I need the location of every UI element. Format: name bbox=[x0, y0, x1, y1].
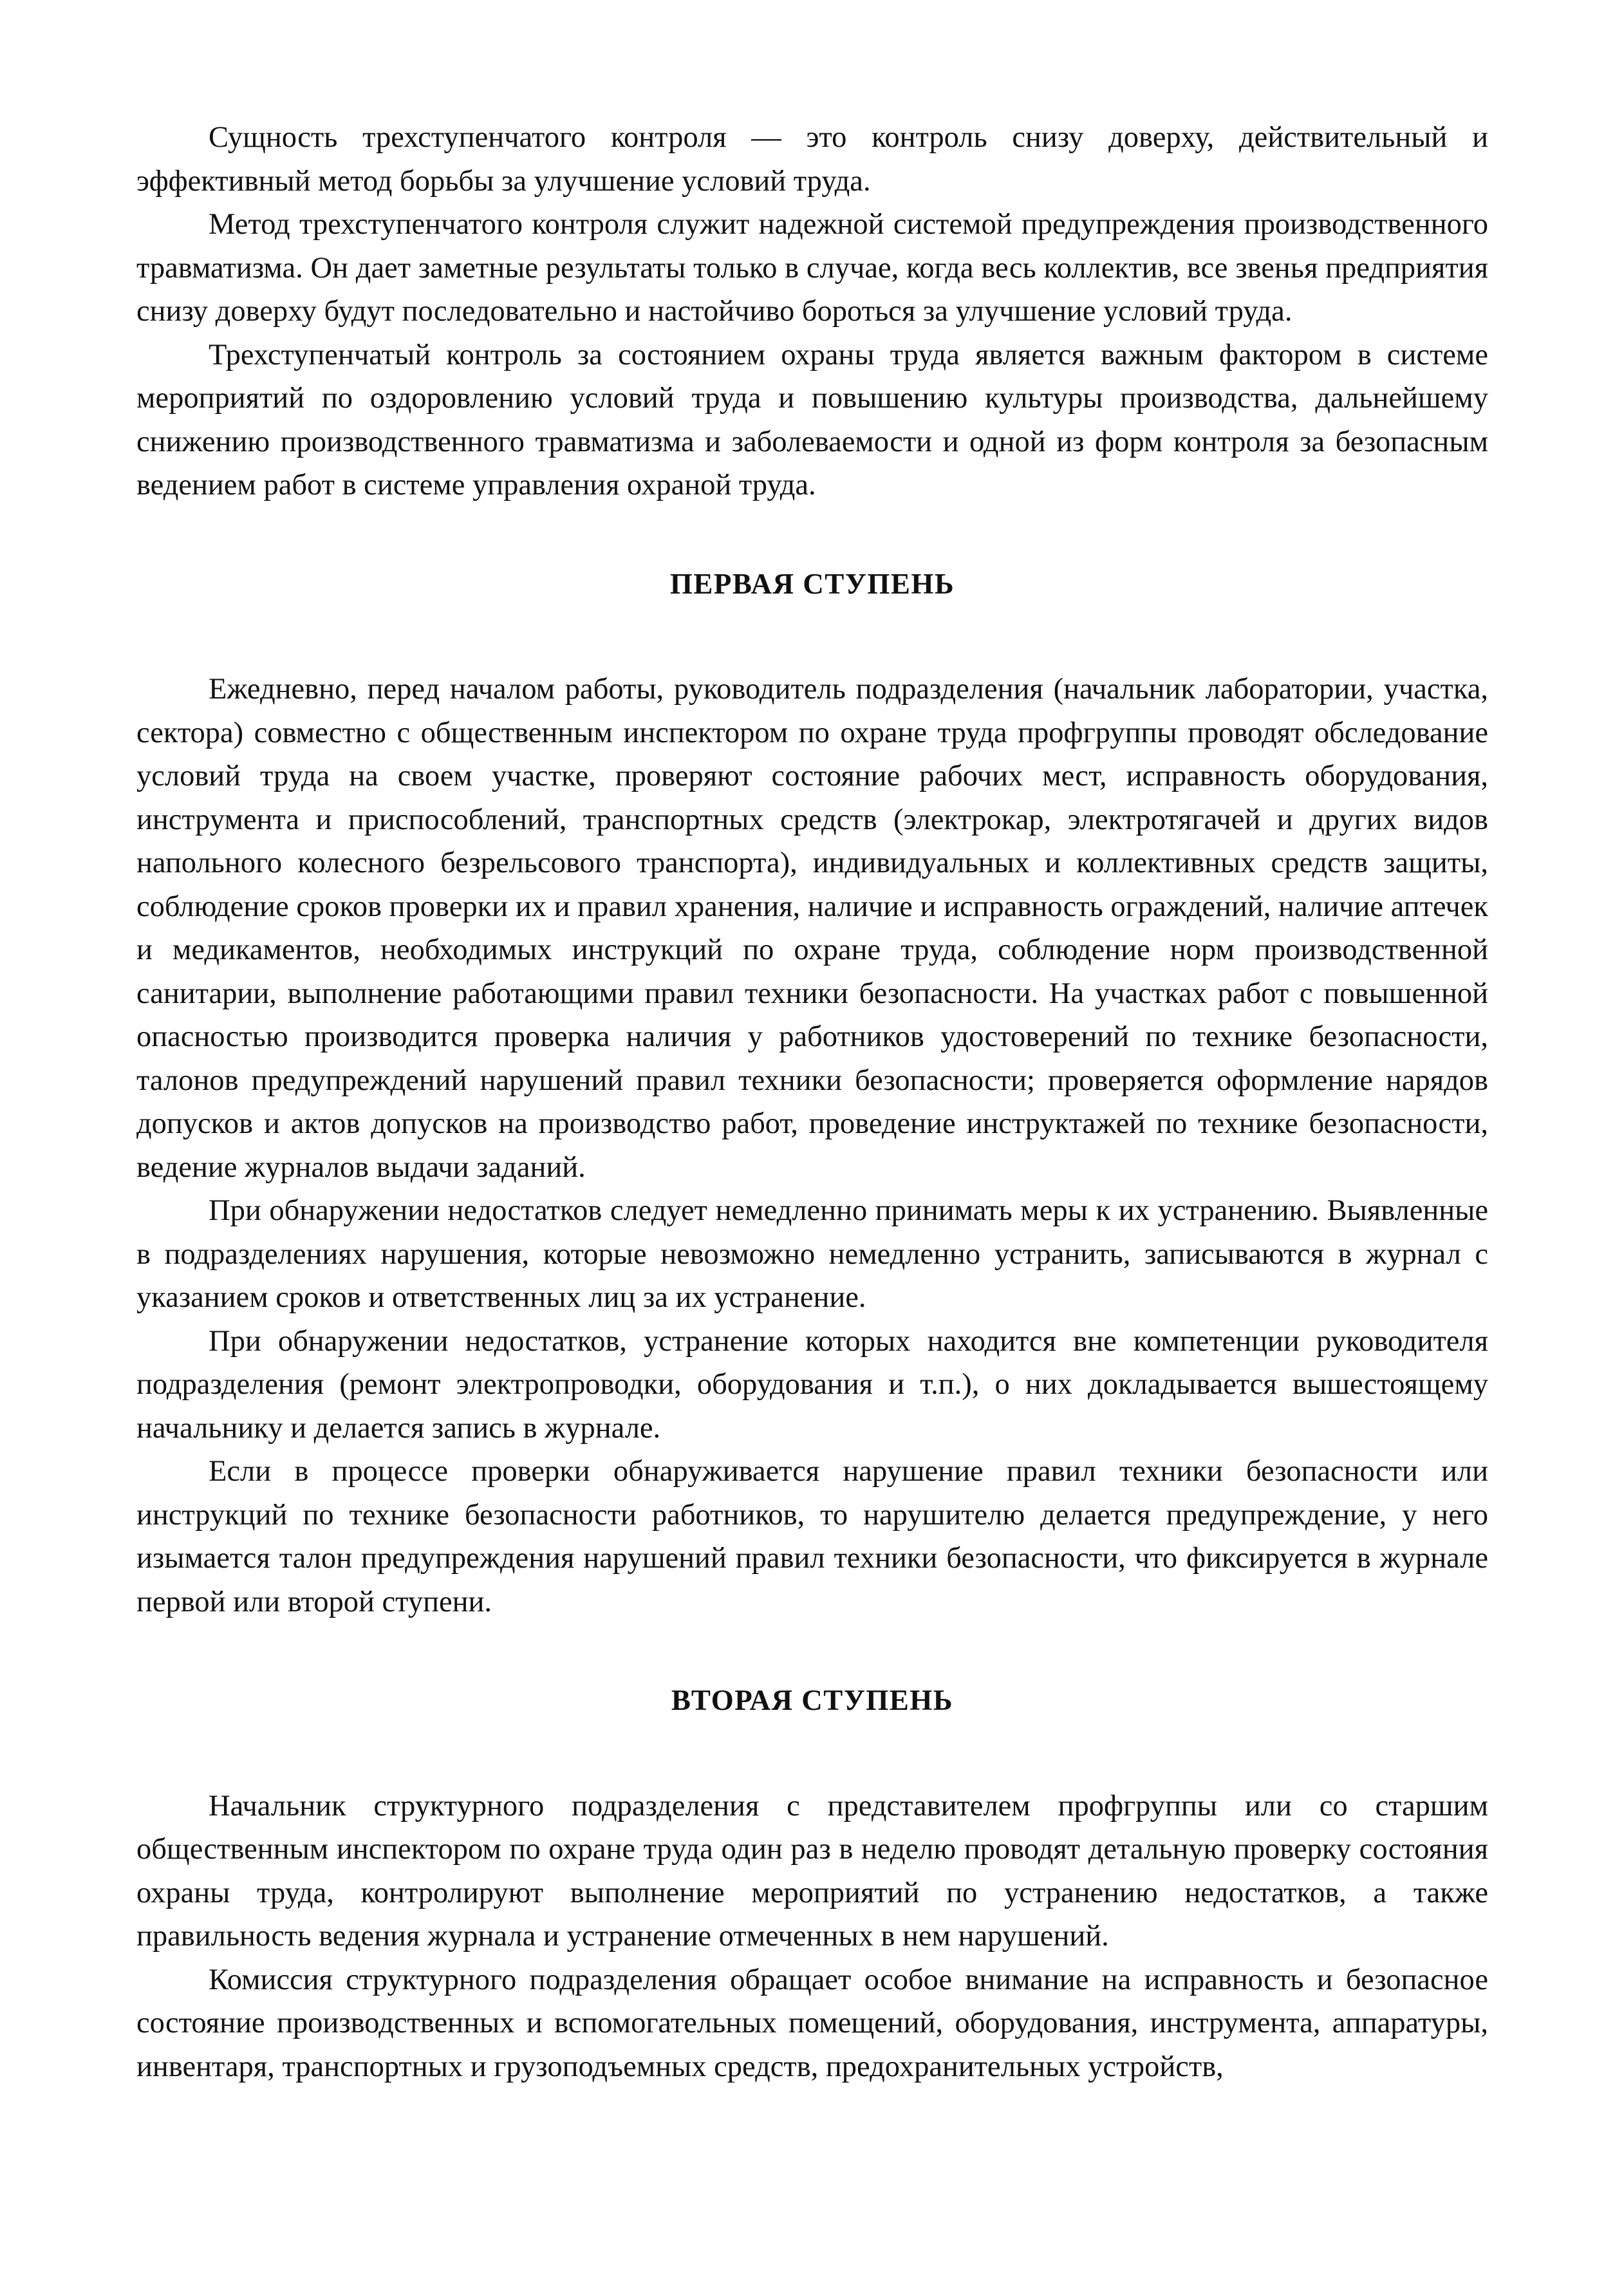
intro-paragraph-3: Трехступенчатый контроль за состоянием охраны труда является важным фактором в системе мероприятий по оздоровлению условий труда и повышению культуры производства, дальнейшему снижению производственного травматизма и заболеваемости и одной из форм контроля за безопасным ведением работ в системе управления охраной труда. bbox=[136, 338, 1488, 501]
first-stage-paragraph-3: При обнаружении недостатков, устранение которых находится вне компетенции руководителя подразделения (ремонт электропроводки, оборудования и т.п.), о них докладывается вышестоящему начальнику и делается запись в журнале. bbox=[136, 1324, 1488, 1445]
second-stage-paragraph-1: Начальник структурного подразделения с представителем профгруппы или со старшим общественным инспектором по охране труда один раз в неделю проводят детальную проверку состояния охраны труда, контролируют выполнение мероприятий по устранению недостатков, а также правильность ведения журнала и устранение отмеченных в нем нарушений. bbox=[136, 1789, 1488, 1953]
section-heading-first-stage: ПЕРВАЯ СТУПЕНЬ bbox=[669, 567, 955, 600]
first-stage-paragraph-1: Ежедневно, перед началом работы, руководитель подразделения (начальник лаборатории, участка, сектора) совместно с общественным инспектором по охране труда профгруппы проводят обследование условий труда на своем участке, проверяют состояние рабочих мест, исправность оборудования, инструмента и приспособлений, транспортных средств (электрокар, электротягачей и других видов напольного колесного безрельсового транспорта), индивидуальных и коллективных средств защиты, соблюдение сроков проверки их и правил хранения, наличие и исправность ограждений, наличие аптечек и медикаментов, необходимых инструкций по охране труда, соблюдение норм производственной санитарии, выполнение работающими правил техники безопасности. На участках работ с повышенной опасностью производится проверка наличия у работников удостоверений по технике безопасности, талонов предупреждений нарушений правил техники безопасности; проверяется оформление нарядов допусков и актов допусков на производство работ, проведение инструктажей по технике безопасности, ведение журналов выдачи заданий. bbox=[136, 673, 1488, 1184]
intro-paragraph-2: Метод трехступенчатого контроля служит надежной системой предупреждения производственного травматизма. Он дает заметные результаты только в случае, когда весь коллектив, все звенья предприятия снизу доверху будут последовательно и настойчиво бороться за улучшение условий труда. bbox=[136, 208, 1488, 328]
first-stage-paragraph-2: При обнаружении недостатков следует немедленно принимать меры к их устранению. Выявленные в подразделениях нарушения, которые невозможно немедленно устранить, записываются в журнал с указанием сроков и ответственных лиц за их устранение. bbox=[136, 1194, 1488, 1314]
second-stage-paragraph-2: Комиссия структурного подразделения обращает особое внимание на исправность и безопасное состояние производственных и вспомогательных помещений, оборудования, инструмента, аппаратуры, инвентаря, транспортных и грузоподъемных средств, предохранительных устройств, bbox=[136, 1963, 1488, 2083]
section-heading-second-stage: ВТОРАЯ СТУПЕНЬ bbox=[671, 1684, 954, 1716]
intro-paragraph-1: Сущность трехступенчатого контроля — это контроль снизу доверху, действительный и эффективный метод борьбы за улучшение условий труда. bbox=[136, 121, 1488, 198]
document-page bbox=[136, 116, 1488, 2088]
first-stage-paragraph-4: Если в процессе проверки обнаруживается нарушение правил техники безопасности или инструкций по технике безопасности работников, то нарушителю делается предупреждение, у него изымается талон предупреждения нарушений правил техники безопасности, что фиксируется в журнале первой или второй ступени. bbox=[136, 1455, 1488, 1618]
